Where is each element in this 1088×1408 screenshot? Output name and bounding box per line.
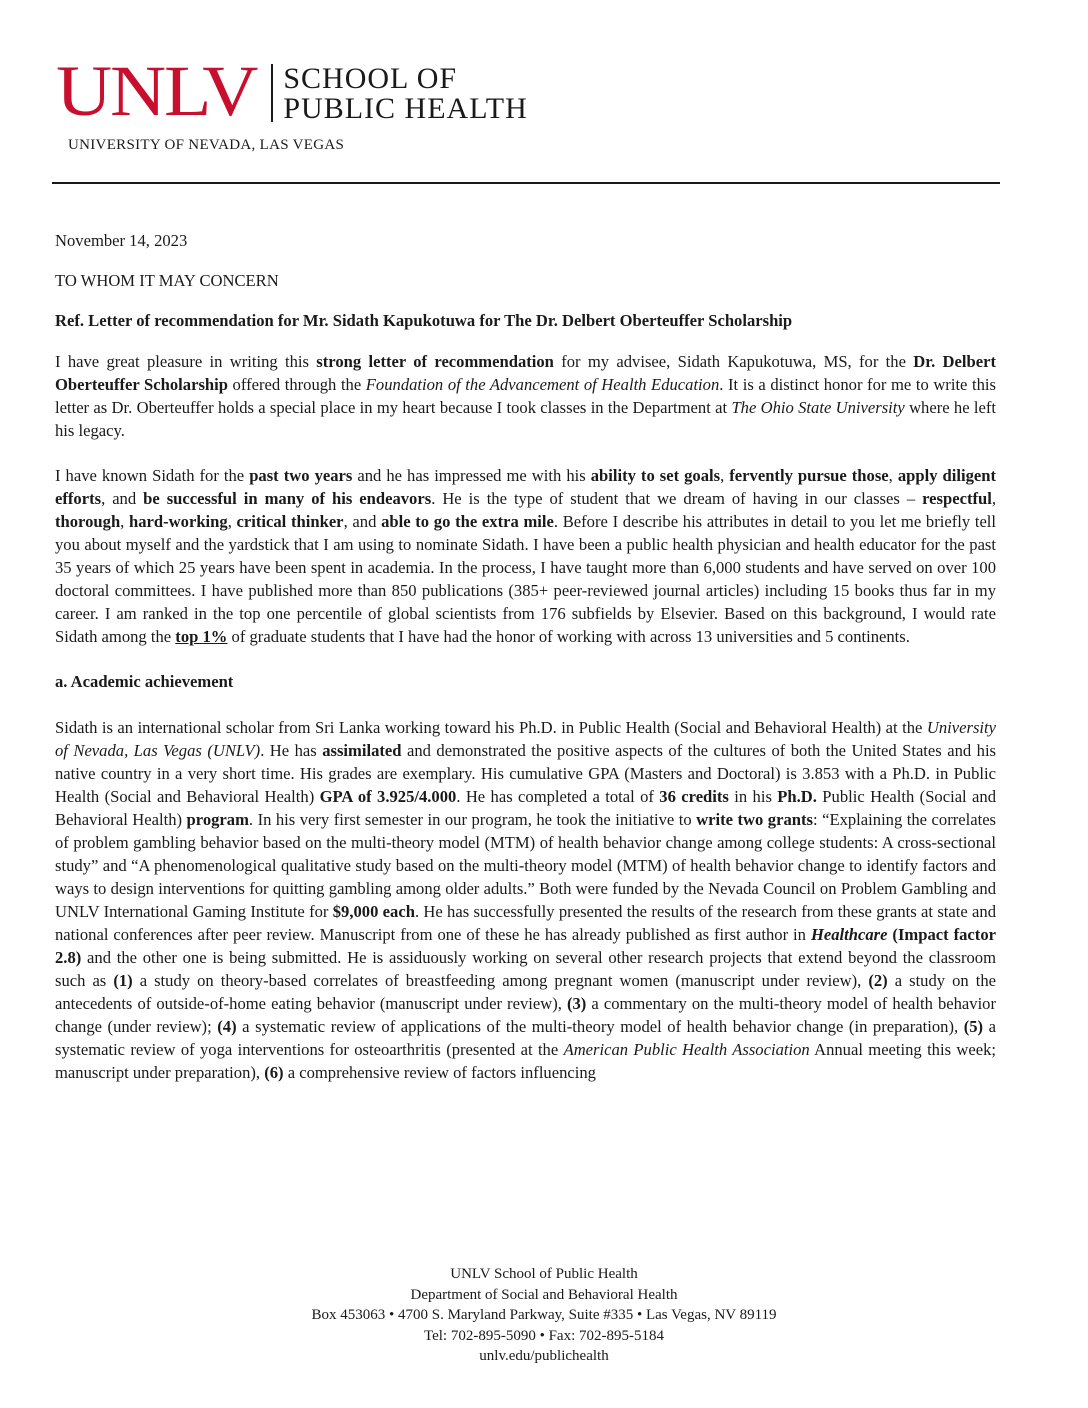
paragraph-background <box>55 464 996 648</box>
text-run: critical thinker <box>236 512 344 531</box>
text-run: a commentary on the multi-theory model of health behavior change (under review); <box>55 994 996 1036</box>
logo-school-line1: SCHOOL OF <box>283 62 458 95</box>
text-run: offered through the <box>227 375 366 394</box>
text-run: (3) <box>566 994 587 1013</box>
text-run: Dr. Delbert Oberteuffer Scholarship <box>55 352 996 394</box>
text-run: Ph.D. <box>777 787 817 806</box>
text-run: , <box>991 489 997 508</box>
text-run: fervently pursue those <box>729 466 889 485</box>
text-run: assimilated <box>322 741 402 760</box>
text-run: (5) <box>963 1017 984 1036</box>
text-run: of graduate students that I have had the honor of working with across 13 universities and 5 continents. <box>227 627 910 646</box>
letter-salutation: TO WHOM IT MAY CONCERN <box>55 271 279 290</box>
text-run: . It is a distinct honor for me to write this letter as Dr. Oberteuffer holds a special place in my heart because I took classes in the Department at <box>55 375 996 417</box>
text-run: and he has impressed me with his <box>352 466 591 485</box>
text-run: . He is the type of student that we dream of having in our classes – <box>431 489 923 508</box>
text-run: past two years <box>249 466 353 485</box>
text-run: and demonstrated the positive aspects of the cultures of both the United States and his native country in a very short time. His grades are exemplary. His cumulative GPA (Masters and Doctoral) is 3.853 with a Ph.D. in Public Health (Social and Behavioral Health) <box>55 741 997 806</box>
section-heading-academic: a. Academic achievement <box>55 672 234 691</box>
text-run: for my advisee, Sidath Kapukotuwa, MS, for the <box>553 352 914 371</box>
header-divider <box>52 182 1000 184</box>
footer-address: Box 453063 • 4700 S. Maryland Parkway, Suite #335 • Las Vegas, NV 89119 <box>311 1307 777 1324</box>
text-run: $9,000 each <box>332 902 415 921</box>
text-run: (Impact factor 2.8) <box>55 925 996 967</box>
logo-school-name <box>283 64 527 124</box>
footer-phone-fax: Tel: 702-895-5090 • Fax: 702-895-5184 <box>423 1327 664 1344</box>
logo-divider <box>271 64 273 122</box>
text-run: , <box>720 466 730 485</box>
footer-school: UNLV School of Public Health <box>450 1266 638 1282</box>
text-run: write two grants <box>696 810 813 829</box>
text-run: Annual meeting this week; manuscript under preparation), <box>55 1040 996 1082</box>
text-run: The Ohio State University <box>731 398 905 417</box>
text-run: program <box>186 810 249 829</box>
letter-reference-line: Ref. Letter of recommendation for Mr. Sidath Kapukotuwa for The Dr. Delbert Oberteuffer Scholarship <box>55 311 793 330</box>
text-run: . He has <box>260 741 323 760</box>
text-run: (2) <box>868 971 888 990</box>
unlv-logo <box>56 51 528 131</box>
text-run: University of Nevada, Las Vegas (UNLV) <box>55 718 996 760</box>
text-run: respectful <box>922 489 992 508</box>
logo-school-line2: PUBLIC HEALTH <box>283 92 528 125</box>
text-run: strong letter of recommendation <box>316 352 554 371</box>
text-run: a study on the antecedents of outside-of-home eating behavior (manuscript under review), <box>55 971 996 1013</box>
text-run: . He has successfully presented the results of the research from these grants at state and national conferences after peer review. Manuscript from one of these he has already published as first author in <box>55 902 996 944</box>
text-run: and the other one is being submitted. He is assiduously working on several other research projects that extend beyond the classroom such as <box>55 948 996 990</box>
text-run: . In his very first semester in our program, he took the initiative to <box>248 810 697 829</box>
text-run: I have known Sidath for the <box>55 466 250 485</box>
letter-date: November 14, 2023 <box>55 231 188 250</box>
text-run: , and <box>101 489 144 508</box>
text-run: able to go the extra mile <box>381 512 554 531</box>
text-run: a study on theory-based correlates of breastfeeding among pregnant women (manuscript under review), <box>132 971 869 990</box>
text-run: thorough <box>55 512 121 531</box>
letter-body <box>55 229 996 1084</box>
text-run: a systematic review of applications of the multi-theory model of health behavior change (in preparation), <box>236 1017 964 1036</box>
text-run: Healthcare <box>810 925 888 944</box>
text-run: Public Health (Social and Behavioral Health) <box>55 787 996 829</box>
text-run: a comprehensive review of factors influencing <box>283 1063 596 1082</box>
text-run: , <box>888 466 898 485</box>
letterhead-footer <box>0 1264 1088 1367</box>
text-run: GPA of 3.925/4.000 <box>319 787 457 806</box>
text-run: , <box>120 512 130 531</box>
text-run: 36 credits <box>659 787 729 806</box>
text-run: American Public Health Association <box>563 1040 810 1059</box>
text-run: ability to set goals <box>590 466 721 485</box>
text-run: be successful in many of his endeavors <box>143 489 432 508</box>
footer-department: Department of Social and Behavioral Health <box>410 1286 678 1303</box>
text-run: Foundation of the Advancement of Health Education <box>365 375 720 394</box>
university-name: UNIVERSITY OF NEVADA, LAS VEGAS <box>68 137 345 153</box>
text-run: top 1% <box>175 627 228 646</box>
text-run: I have great pleasure in writing this <box>55 352 317 371</box>
text-run: Sidath is an international scholar from Sri Lanka working toward his Ph.D. in Public Health (Social and Behavioral Health) at the <box>55 718 927 737</box>
logo-wordmark: UNLV <box>56 51 257 131</box>
text-run: in his <box>728 787 778 806</box>
text-run: . He has completed a total of <box>456 787 660 806</box>
text-run: a systematic review of yoga interventions for osteoarthritis (presented at the <box>55 1017 997 1059</box>
text-run: (1) <box>113 971 133 990</box>
paragraph-introduction <box>55 350 996 442</box>
text-run: . Before I describe his attributes in detail to you let me briefly tell you about myself and the yardstick that I am using to nominate Sidath. I have been a public health physician and health educator for the past 35 years of which 25 years have been spent in academia. In the process, I have taught more than 6,000 students and have served on over 100 doctoral committees. I have published more than 850 publications (385+ peer-reviewed journal articles) including 15 books thus far in my career. I am ranked in the top one percentile of global scientists from 176 subfields by Elsevier. Based on this background, I would rate Sidath among the <box>55 512 997 646</box>
text-run: where he left his legacy. <box>55 398 997 440</box>
text-run: (4) <box>217 1017 237 1036</box>
text-run: , <box>227 512 237 531</box>
text-run: , and <box>343 512 382 531</box>
text-run: hard-working <box>129 512 228 531</box>
paragraph-academic-achievement <box>55 716 996 1084</box>
footer-website: unlv.edu/publichealth <box>479 1348 609 1365</box>
text-run: apply diligent efforts <box>55 466 996 508</box>
text-run: (6) <box>264 1063 284 1082</box>
text-run: : “Explaining the correlates of problem gambling behavior based on the multi-theory model (MTM) of health behavior change among college students: A cross-sectional study” and “A phenomenological qualitative study based on the multi-theory model (MTM) of health behavior change to identify factors and ways to design interventions for quitting gambling among older adults.” Both were funded by the Nevada Council on Problem Gambling and UNLV International Gaming Institute for <box>55 810 997 921</box>
